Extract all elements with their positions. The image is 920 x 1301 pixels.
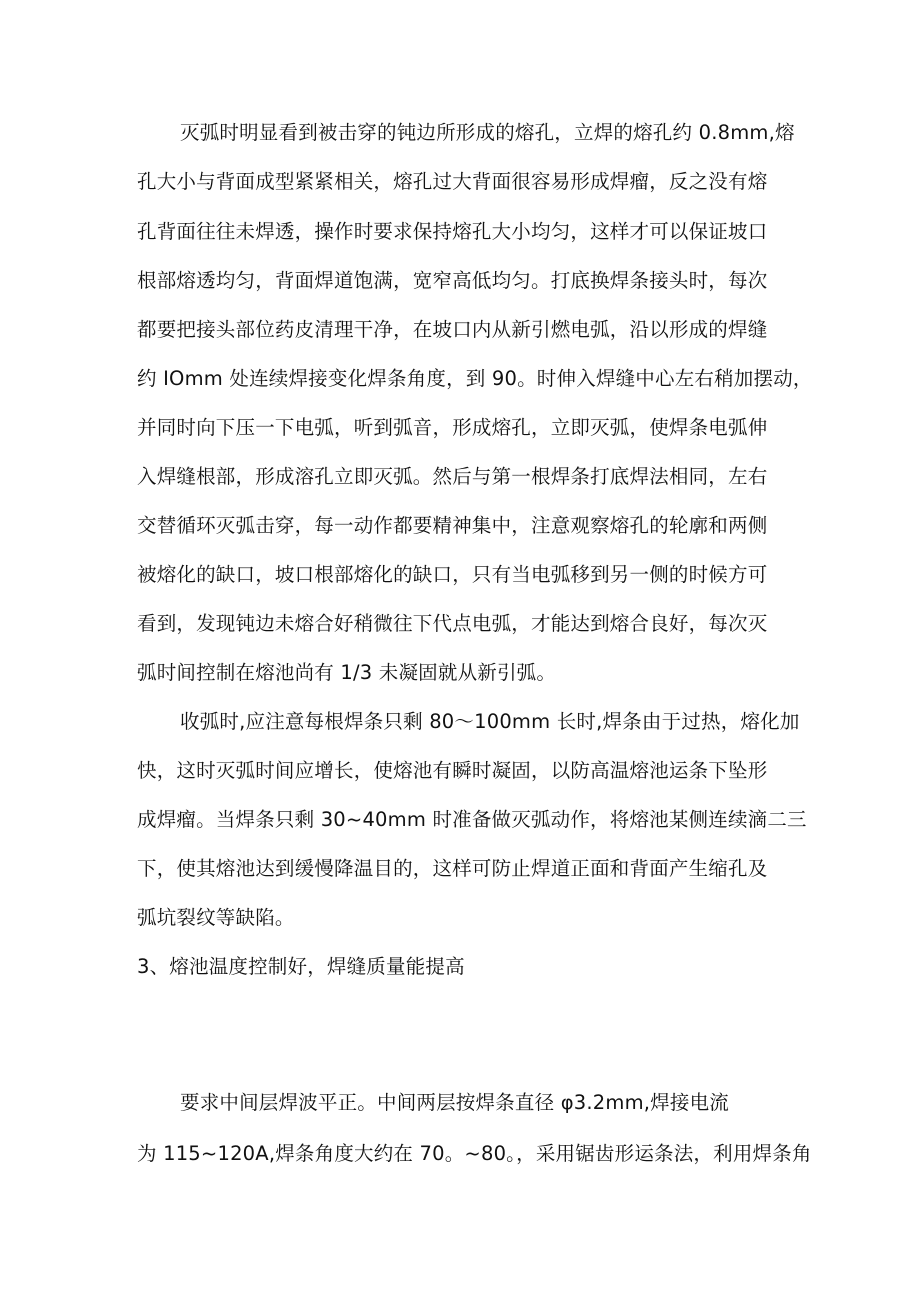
text-line: 收弧时,应注意每根焊条只剩 80～100mm 长时,焊条由于过热，熔化加	[180, 710, 800, 733]
text-line: 弧坑裂纹等缺陷。	[137, 906, 295, 929]
text-line: 被熔化的缺口，坡口根部熔化的缺口，只有当电弧移到另一侧的时候方可	[137, 563, 768, 586]
text-line: 并同时向下压一下电弧，听到弧音，形成熔孔，立即灭弧，使焊条电弧伸	[137, 416, 768, 439]
text-line: 下，使其熔池达到缓慢降温目的，这样可防止焊道正面和背面产生缩孔及	[137, 857, 768, 880]
text-line: 看到，发现钝边未熔合好稍微往下代点电弧，才能达到熔合良好，每次灭	[137, 612, 768, 635]
text-line: 约 IOmm 处连续焊接变化焊条角度，到 90。时伸入焊缝中心左右稍加摆动，	[137, 367, 813, 390]
text-line: 孔背面往往未焊透，操作时要求保持熔孔大小均匀，这样才可以保证坡口	[137, 220, 768, 243]
text-line: 弧时间控制在熔池尚有 1/3 未凝固就从新引弧。	[137, 661, 557, 684]
text-line: 入焊缝根部，形成溶孔立即灭弧。然后与第一根焊条打底焊法相同，左右	[137, 465, 768, 488]
text-line: 孔大小与背面成型紧紧相关，熔孔过大背面很容易形成焊瘤，反之没有熔	[137, 170, 768, 193]
text-line: 交替循环灭弧击穿，每一动作都要精神集中，注意观察熔孔的轮廓和两侧	[137, 514, 768, 537]
text-line: 都要把接头部位药皮清理干净，在坡口内从新引燃电弧，沿以形成的焊缝	[137, 318, 768, 341]
text-line: 快，这时灭弧时间应增长，使熔池有瞬时凝固，以防高温熔池运条下坠形	[137, 759, 768, 782]
section-heading: 3、熔池温度控制好，焊缝质量能提高	[137, 955, 465, 978]
text-line: 灭弧时明显看到被击穿的钝边所形成的熔孔，立焊的熔孔约 0.8mm,熔	[180, 121, 795, 144]
text-line: 为 115~120A,焊条角度大约在 70。~80。，采用锯齿形运条法，利用焊条角	[137, 1142, 812, 1165]
text-line: 根部熔透均匀，背面焊道饱满，宽窄高低均匀。打底换焊条接头时，每次	[137, 269, 768, 292]
text-line: 成焊瘤。当焊条只剩 30~40mm 时准备做灭弧动作，将熔池某侧连续滴二三	[137, 808, 807, 831]
text-line: 要求中间层焊波平正。中间两层按焊条直径 φ3.2mm,焊接电流	[180, 1091, 729, 1114]
